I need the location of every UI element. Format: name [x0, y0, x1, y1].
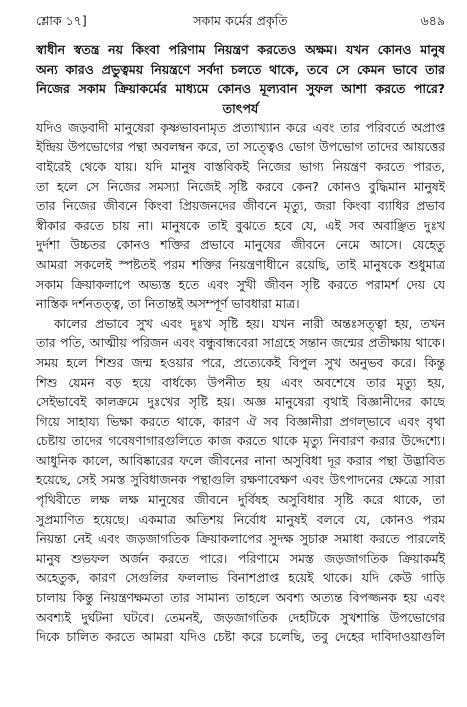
purport-line: হয়েছে, সেই সমস্ত সুবিধাজনক পন্থাগুলি রক্ষণাবেক্ষণ এবং উৎপাদনের ক্ষেত্রে সারা: [36, 473, 445, 488]
purport-line: বাইরেই থেকে যায়। যদি মানুষ বাস্তবিকই নিজের ভাগ্য নিয়ন্ত্রণ করতে পারত,: [36, 159, 445, 174]
purport-line: তার পতি, আত্মীয় পরিজন এবং বন্ধুবান্ধবেরা সাগ্রহে সন্তান জন্মের প্রতীক্ষায় থাকে।: [36, 336, 445, 351]
purport-line: সময় হলে শিশুর জন্ম হওয়ার পরে, প্রত্যেকেই বিপুল সুখ অনুভব করে। কিন্তু: [36, 355, 445, 370]
purport-line: নাস্তিক দর্শনতত্ত্ব, তা নিতান্তই অসম্পূর্ণ ভাবধারা মাত্র।: [36, 297, 300, 312]
translation-line: নিজের সকাম ক্রিয়াকর্মের মাধ্যমে কোনও মূল্যবান সুফল আশা করতে পারে?: [36, 81, 445, 97]
purport-line: দিকে চালিত করতে আমরা যদিও চেষ্টা করে চলেছি, তবু দেহের দাবিদাওয়াগুলি: [36, 630, 445, 645]
purport-paragraph-2: [36, 315, 445, 648]
page-body: [36, 40, 445, 648]
purport-line: নিয়ন্তা নেই এবং জড়জাগতিক ক্রিয়াকলাপের সুদক্ষ সুচারু সমাধা করতে পারলেই: [36, 532, 445, 547]
purport-line: চেষ্টায় তাদের গবেষণাগারগুলিতে কাজ করতে থাকে মৃত্যু নিবারণ করার উদ্দেশ্যে।: [36, 434, 445, 449]
running-header: [36, 10, 445, 32]
purport-line: কালের প্রভাবে সুখ এবং দুঃখ সৃষ্টি হয়। যখন নারী অন্তঃসত্ত্বা হয়, তখন: [54, 316, 445, 331]
translation-line: স্বাধীন স্বতন্ত্র নয় কিংবা পরিণাম নিয়ন্ত্রণ করতেও অক্ষম। যখন কোনও মানুষ: [36, 42, 445, 57]
purport-line: শিশু যেমন বড় হয়ে বার্ধক্যে উপনীত হয় এবং অবশেষে তার মৃত্যু হয়,: [36, 375, 445, 390]
purport-paragraph-1: [36, 119, 445, 315]
purport-line: দুর্দশা উচ্চতর কোনও শক্তির প্রভাবে মানুষের জীবনে নেমে আসে। যেহেতু: [36, 238, 445, 253]
translation-line: অন্য কারও প্রভুত্বময় নিয়ন্ত্রণে সর্বদা চলতে থাকে, তবে সে কেমন ভাবে তার: [36, 61, 445, 77]
purport-line: চালায় কিন্তু নিয়ন্ত্রণক্ষমতা তার সামান্য তাহলে অবশ্য অত্যন্ত বিপজ্জনক হয় এবং: [36, 591, 445, 606]
purport-line: তার নিজের জীবনে কিংবা প্রিয়জনদের জীবনে মৃত্যু, জরা কিংবা ব্যাধির প্রভাব: [36, 199, 445, 214]
purport-line: মানুষ শুভফল অর্জন করতে পারে। পরিণামে সমস্ত জড়জাগতিক ক্রিয়াকর্মই: [36, 551, 445, 566]
purport-line: স্বীকার করতে চায় না। মানুষকে তাই বুঝতে হবে যে, এই সব অবাঞ্ছিত দুঃখ: [36, 218, 445, 233]
purport-line: তা হলে সে নিজের সমস্যা নিজেই সৃষ্টি করবে কেন? কোনও বুদ্ধিমান মানুষই: [36, 179, 445, 194]
purport-line: গিয়ে সাহায্য ভিক্ষা করতে থাকে, কারণ ঐ সব বিজ্ঞানীরা প্রগল্‌ভাবে এবং বৃথা: [36, 414, 445, 429]
purport-line: যদিও জড়বাদী মানুষেরা কৃষ্ণভাবনামৃত প্রত্যাখ্যান করে এবং তার পরিবর্তে অপ্রাপ্ত: [36, 120, 445, 135]
purport-line: সুপ্রমাণিত হয়েছে। একমাত্র অতিশয় নির্বোধ মানুষই বলবে যে, কোনও পরম: [36, 512, 445, 527]
translation-block: [36, 40, 445, 99]
verse-reference: শ্লোক ১৭]: [36, 13, 87, 28]
purport-line: অহেতুক, কারণ সেগুলির ফললাভ বিনাশপ্রাপ্ত হয়েই থাকে। যদি কেউ গাড়ি: [36, 571, 445, 586]
purport-line: সকাম ক্রিয়াকলাপে অভ্যস্ত হতে এবং সুখী জীবন সৃষ্টি করতে পরামর্শ দেয় যে: [36, 277, 445, 292]
purport-line: আধুনিক কালে, আবিষ্কারের ফলে জীবনের নানা অসুবিধা দূর করার পন্থা উদ্ভাবিত: [36, 453, 445, 468]
page-number: ৬৪৯: [420, 13, 445, 28]
purport-line: আমরা সকলেই স্পষ্টতই পরম শক্তির নিয়ন্ত্রণাধীনে রয়েছি, তাই মানুষকে শুধুমাত্র: [36, 257, 445, 272]
purport-line: অবশ্যই দুর্ঘটনা ঘটবে। তেমনই, জড়জাগতিক দেহটিকে সুখশান্তি উপভোগের: [36, 610, 445, 625]
purport-heading: তাৎপর্য: [222, 100, 259, 116]
purport-line: সেইভাবেই কালক্রমে দুঃখের সৃষ্টি হয়। অজ্ঞ মানুষেরা বৃথাই বিজ্ঞানীদের কাছে: [36, 395, 445, 410]
purport-line: পৃথিবীতে লক্ষ লক্ষ মানুষের জীবনে দুর্বিষহ অসুবিধার সৃষ্টি করে থাকে, তা: [36, 493, 445, 508]
purport-line: ইন্দ্রিয় উপভোগের পন্থা অবলম্বন করে, তা সত্ত্বেও ভোগ উপভোগ তাদের আয়ত্তের: [36, 140, 445, 155]
chapter-title: সকাম কর্মের প্রকৃতি: [193, 13, 288, 28]
